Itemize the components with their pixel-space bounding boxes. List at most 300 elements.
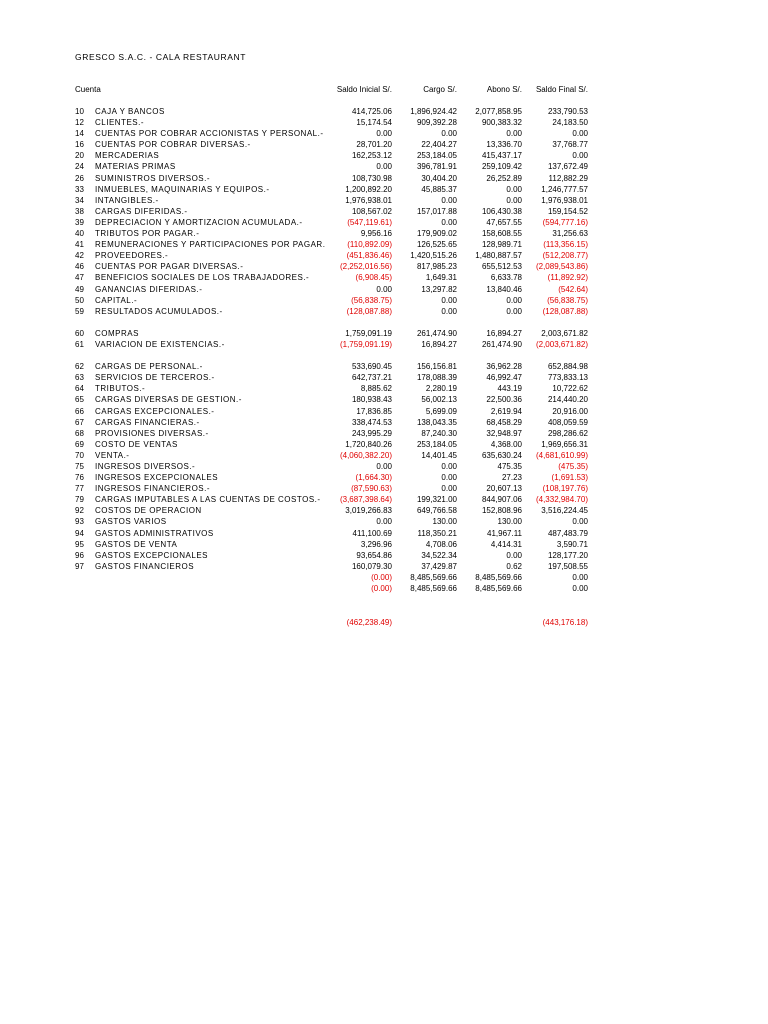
- abono-cell: 4,414.31: [490, 539, 522, 549]
- abono-cell: 41,967.11: [487, 528, 522, 538]
- saldo-final-cell: 0.00: [572, 584, 588, 594]
- abono-cell: 0.00: [506, 306, 522, 316]
- saldo-final-cell: 487,483.79: [547, 528, 588, 538]
- account-code: 39: [75, 217, 84, 227]
- cargo-cell: 87,240.30: [421, 428, 457, 438]
- cargo-cell: 45,885.37: [421, 184, 457, 194]
- table-row: [0, 173, 768, 184]
- account-name: COSTOS DE OPERACION: [95, 506, 202, 516]
- saldo-final-cell: 0.00: [572, 129, 588, 139]
- saldo-inicial-cell: 93,654.86: [356, 550, 392, 560]
- account-name: GASTOS EXCEPCIONALES: [95, 550, 208, 560]
- abono-cell: 1,480,887.57: [475, 251, 522, 261]
- saldo-inicial-cell: 108,567.02: [351, 206, 392, 216]
- abono-cell: 900,383.32: [481, 118, 522, 128]
- account-name: GASTOS ADMINISTRATIVOS: [95, 528, 214, 538]
- account-name: VARIACION DE EXISTENCIAS.-: [95, 339, 225, 349]
- account-code: 67: [75, 417, 84, 427]
- account-name: DEPRECIACION Y AMORTIZACION ACUMULADA.-: [95, 217, 303, 227]
- cargo-cell: 4,708.06: [425, 539, 457, 549]
- saldo-final-cell: 1,969,656.31: [541, 439, 588, 449]
- saldo-final-cell: 37,768.77: [552, 140, 588, 150]
- saldo-final-cell: 24,183.50: [552, 118, 588, 128]
- account-name: PROVISIONES DIVERSAS.-: [95, 428, 209, 438]
- table-row: [0, 161, 768, 172]
- account-code: 10: [75, 107, 84, 116]
- saldo-final-cell: (113,356.15): [543, 240, 588, 250]
- saldo-inicial-cell: 0.00: [376, 517, 392, 527]
- saldo-final-cell: 1,976,938.01: [541, 195, 588, 205]
- account-code: 75: [75, 462, 84, 471]
- account-code: 68: [75, 428, 84, 438]
- saldo-final-cell: 408,059.59: [547, 417, 588, 427]
- saldo-inicial-cell: (0.00): [371, 584, 392, 594]
- account-code: 38: [75, 206, 84, 216]
- abono-cell: 259,109.42: [481, 162, 522, 172]
- account-code: 60: [75, 328, 84, 338]
- abono-cell: 46,992.47: [486, 373, 522, 383]
- saldo-inicial-cell: 180,938.43: [351, 395, 392, 405]
- saldo-inicial-cell: 1,720,840.26: [345, 439, 392, 449]
- account-code: 64: [75, 384, 84, 394]
- abono-cell: 152,808.96: [481, 506, 522, 516]
- abono-cell: 22,500.36: [486, 395, 522, 405]
- header-abono: Abono S/.: [486, 85, 522, 94]
- abono-cell: 27.23: [501, 473, 522, 483]
- abono-cell: 0.00: [506, 195, 522, 205]
- account-code: 47: [75, 273, 84, 283]
- saldo-final-cell: 1,246,777.57: [541, 184, 588, 194]
- account-name: REMUNERACIONES Y PARTICIPACIONES POR PAGAR.: [95, 240, 326, 250]
- abono-cell: 0.00: [506, 184, 522, 194]
- account-name: CARGAS EXCEPCIONALES.-: [95, 406, 215, 416]
- saldo-final-cell: 2,003,671.82: [541, 328, 588, 338]
- account-name: MERCADERIAS: [95, 151, 160, 161]
- cargo-cell: 8,485,569.66: [410, 572, 457, 582]
- account-code: 40: [75, 229, 84, 239]
- saldo-inicial-cell: (2,252,016.56): [339, 262, 392, 272]
- table-row: [0, 428, 768, 439]
- cargo-cell: 396,781.91: [416, 162, 457, 172]
- saldo-inicial-cell: 162,253.12: [351, 151, 392, 161]
- table-row: [0, 450, 768, 461]
- cargo-cell: 2,280.19: [425, 384, 457, 394]
- account-code: 46: [75, 262, 84, 272]
- abono-cell: 106,430.38: [481, 206, 522, 216]
- saldo-final-cell: (2,003,671.82): [535, 339, 588, 349]
- saldo-final-cell: 3,590.71: [556, 539, 588, 549]
- account-name: CUENTAS POR COBRAR DIVERSAS.-: [95, 140, 251, 150]
- saldo-inicial-cell: 533,690.45: [351, 362, 392, 372]
- account-code: 77: [75, 484, 84, 494]
- saldo-final-cell: (4,332,984.70): [535, 495, 588, 505]
- saldo-inicial-cell: 0.00: [376, 284, 392, 294]
- cargo-cell: 138,043.35: [416, 417, 457, 427]
- cargo-cell: 0.00: [441, 462, 457, 471]
- abono-cell: 20,607.13: [486, 484, 522, 494]
- table-row: [0, 184, 768, 195]
- saldo-inicial-cell: 9,956.16: [360, 229, 392, 239]
- cargo-cell: 0.00: [441, 195, 457, 205]
- table-row: [0, 494, 768, 505]
- account-name: SERVICIOS DE TERCEROS.-: [95, 373, 215, 383]
- account-code: 14: [75, 129, 84, 139]
- saldo-inicial-cell: 108,730.98: [351, 173, 392, 183]
- cargo-cell: 37,429.87: [421, 561, 457, 571]
- account-code: 61: [75, 339, 84, 349]
- abono-cell: 655,512.53: [481, 262, 522, 272]
- table-row: [0, 239, 768, 250]
- abono-cell: 844,907.06: [481, 495, 522, 505]
- saldo-inicial-cell: (110,892.09): [347, 240, 392, 250]
- abono-cell: 32,948.97: [486, 428, 522, 438]
- cargo-cell: 13,297.82: [421, 284, 457, 294]
- saldo-inicial-cell: (0.00): [371, 572, 392, 582]
- saldo-final-cell: (512,208.77): [542, 251, 588, 261]
- account-code: 93: [75, 517, 84, 527]
- cargo-cell: 126,525.65: [416, 240, 457, 250]
- saldo-final-cell: 652,884.98: [547, 362, 588, 372]
- table-row: [0, 461, 768, 472]
- saldo-inicial-cell: 28,701.20: [356, 140, 392, 150]
- account-code: 20: [75, 151, 84, 161]
- cargo-cell: 0.00: [441, 306, 457, 316]
- account-name: INGRESOS FINANCIEROS.-: [95, 484, 211, 494]
- saldo-inicial-cell: 0.00: [376, 129, 392, 139]
- account-name: CARGAS FINANCIERAS.-: [95, 417, 200, 427]
- account-name: MATERIAS PRIMAS: [95, 162, 176, 172]
- table-row: [0, 150, 768, 161]
- account-code: 94: [75, 528, 84, 538]
- account-code: 69: [75, 439, 84, 449]
- account-name: TRIBUTOS.-: [95, 384, 146, 394]
- saldo-inicial-cell: 1,200,892.20: [345, 184, 392, 194]
- account-code: 59: [75, 306, 84, 316]
- saldo-final-cell: 31,256.63: [552, 229, 588, 239]
- table-row: [0, 439, 768, 450]
- cargo-cell: 16,894.27: [421, 339, 457, 349]
- account-name: PROVEEDORES.-: [95, 251, 169, 261]
- saldo-inicial-cell: 243,995.29: [351, 428, 392, 438]
- account-code: 50: [75, 295, 84, 305]
- saldo-inicial-cell: 411,100.69: [352, 528, 392, 538]
- account-name: INMUEBLES, MAQUINARIAS Y EQUIPOS.-: [95, 184, 270, 194]
- account-code: 16: [75, 140, 84, 150]
- cargo-cell: 909,392.28: [416, 118, 457, 128]
- company-title: GRESCO S.A.C. - CALA RESTAURANT: [75, 52, 246, 62]
- cargo-cell: 56,002.13: [421, 395, 457, 405]
- cargo-cell: 157,017.88: [416, 206, 457, 216]
- account-table: [0, 106, 768, 594]
- account-name: VENTA.-: [95, 450, 130, 460]
- cargo-cell: 0.00: [441, 484, 457, 494]
- account-code: 41: [75, 240, 84, 250]
- cargo-cell: 253,184.05: [416, 439, 457, 449]
- saldo-final-cell: 214,440.20: [547, 395, 588, 405]
- table-row: [0, 117, 768, 128]
- table-spacer: [0, 317, 768, 328]
- abono-cell: 8,485,569.66: [475, 572, 522, 582]
- total-saldo-final: (443,176.18): [542, 618, 588, 627]
- abono-cell: 415,437.17: [481, 151, 522, 161]
- abono-cell: 6,633.78: [490, 273, 522, 283]
- abono-cell: 36,962.28: [486, 362, 522, 372]
- cargo-cell: 253,184.05: [416, 151, 457, 161]
- saldo-inicial-cell: 1,759,091.19: [345, 328, 392, 338]
- cargo-cell: 649,766.58: [416, 506, 457, 516]
- table-row: [0, 528, 768, 539]
- table-row: [0, 106, 768, 117]
- cargo-cell: 8,485,569.66: [410, 584, 457, 594]
- account-name: CUENTAS POR PAGAR DIVERSAS.-: [95, 262, 244, 272]
- account-code: 34: [75, 195, 84, 205]
- table-row: [0, 417, 768, 428]
- table-row: [0, 195, 768, 206]
- saldo-final-cell: (11,892.92): [547, 273, 588, 283]
- account-name: CUENTAS POR COBRAR ACCIONISTAS Y PERSONAL.-: [95, 129, 324, 139]
- saldo-inicial-cell: 3,296.96: [360, 539, 392, 549]
- cargo-cell: 0.00: [441, 295, 457, 305]
- account-name: GANANCIAS DIFERIDAS.-: [95, 284, 203, 294]
- abono-cell: 0.62: [506, 561, 522, 571]
- cargo-cell: 30,404.20: [421, 173, 457, 183]
- saldo-final-cell: (2,089,543.86): [535, 262, 588, 272]
- cargo-cell: 199,321.00: [416, 495, 457, 505]
- table-row: [0, 583, 768, 594]
- saldo-final-cell: (594,777.16): [542, 217, 588, 227]
- account-code: 26: [75, 173, 84, 183]
- abono-cell: 635,630.24: [481, 450, 522, 460]
- account-name: INTANGIBLES.-: [95, 195, 159, 205]
- abono-cell: 13,840.46: [486, 284, 522, 294]
- table-row: [0, 284, 768, 295]
- table-row: [0, 483, 768, 494]
- account-name: CAJA Y BANCOS: [95, 107, 165, 116]
- cargo-cell: 1,896,924.42: [410, 107, 457, 116]
- account-name: GASTOS DE VENTA: [95, 539, 178, 549]
- account-name: BENEFICIOS SOCIALES DE LOS TRABAJADORES.-: [95, 273, 310, 283]
- total-saldo-inicial: (462,238.49): [346, 618, 392, 627]
- account-code: 24: [75, 162, 84, 172]
- account-code: 96: [75, 550, 84, 560]
- abono-cell: 4,368.00: [490, 439, 522, 449]
- saldo-inicial-cell: (1,664.30): [355, 473, 392, 483]
- header-cargo: Cargo S/.: [423, 85, 457, 94]
- account-code: 79: [75, 495, 84, 505]
- saldo-final-cell: 10,722.62: [552, 384, 588, 394]
- table-spacer: [0, 350, 768, 361]
- saldo-final-cell: 773,833.13: [547, 373, 588, 383]
- account-code: 12: [75, 118, 84, 128]
- header-saldo-inicial: Saldo Inicial S/.: [336, 85, 392, 94]
- saldo-final-cell: (4,681,610.99): [535, 450, 588, 460]
- abono-cell: 16,894.27: [486, 328, 522, 338]
- table-row: [0, 383, 768, 394]
- account-name: CLIENTES.-: [95, 118, 145, 128]
- saldo-inicial-cell: (3,687,398.64): [339, 495, 392, 505]
- abono-cell: 8,485,569.66: [475, 584, 522, 594]
- abono-cell: 261,474.90: [481, 339, 522, 349]
- table-row: [0, 406, 768, 417]
- table-row: [0, 295, 768, 306]
- saldo-inicial-cell: 15,174.54: [356, 118, 392, 128]
- cargo-cell: 118,350.21: [417, 528, 457, 538]
- abono-cell: 158,608.55: [481, 229, 522, 239]
- saldo-inicial-cell: 1,976,938.01: [345, 195, 392, 205]
- abono-cell: 475.35: [497, 462, 522, 471]
- account-name: CARGAS DE PERSONAL.-: [95, 362, 203, 372]
- table-row: [0, 339, 768, 350]
- table-row: [0, 128, 768, 139]
- table-row: [0, 361, 768, 372]
- account-code: 70: [75, 450, 84, 460]
- saldo-final-cell: (542.64): [558, 284, 588, 294]
- table-row: [0, 505, 768, 516]
- cargo-cell: 5,699.09: [425, 406, 457, 416]
- saldo-inicial-cell: (56,838.75): [351, 295, 392, 305]
- saldo-final-cell: 159,154.52: [547, 206, 588, 216]
- saldo-final-cell: (1,691.53): [551, 473, 588, 483]
- saldo-inicial-cell: (4,060,382.20): [339, 450, 392, 460]
- saldo-inicial-cell: (547,119.61): [347, 217, 392, 227]
- cargo-cell: 817,985.23: [416, 262, 457, 272]
- saldo-final-cell: 233,790.53: [547, 107, 588, 116]
- table-row: [0, 561, 768, 572]
- saldo-inicial-cell: 338,474.53: [351, 417, 392, 427]
- saldo-inicial-cell: 0.00: [376, 162, 392, 172]
- table-row: [0, 272, 768, 283]
- saldo-final-cell: (128,087.88): [542, 306, 588, 316]
- saldo-final-cell: 128,177.20: [547, 550, 588, 560]
- saldo-inicial-cell: (87,590.63): [351, 484, 392, 494]
- account-name: INGRESOS DIVERSOS.-: [95, 462, 196, 471]
- cargo-cell: 261,474.90: [416, 328, 457, 338]
- abono-cell: 2,077,858.95: [475, 107, 522, 116]
- saldo-inicial-cell: (128,087.88): [346, 306, 392, 316]
- saldo-final-cell: 0.00: [572, 517, 588, 527]
- header-cuenta: Cuenta: [75, 85, 101, 94]
- saldo-final-cell: 0.00: [572, 572, 588, 582]
- table-row: [0, 472, 768, 483]
- account-name: TRIBUTOS POR PAGAR.-: [95, 229, 200, 239]
- saldo-inicial-cell: (6,908.45): [355, 273, 392, 283]
- account-code: 62: [75, 362, 84, 372]
- table-row: [0, 217, 768, 228]
- abono-cell: 128,989.71: [481, 240, 522, 250]
- account-name: CARGAS DIFERIDAS.-: [95, 206, 188, 216]
- saldo-inicial-cell: 3,019,266.83: [345, 506, 392, 516]
- saldo-inicial-cell: (451,836.46): [346, 251, 392, 261]
- abono-cell: 0.00: [506, 550, 522, 560]
- cargo-cell: 179,909.02: [416, 229, 457, 239]
- table-row: [0, 139, 768, 150]
- cargo-cell: 22,404.27: [421, 140, 457, 150]
- account-name: CARGAS IMPUTABLES A LAS CUENTAS DE COSTOS.-: [95, 495, 321, 505]
- account-name: COSTO DE VENTAS: [95, 439, 178, 449]
- account-name: RESULTADOS ACUMULADOS.-: [95, 306, 223, 316]
- table-row: [0, 394, 768, 405]
- saldo-inicial-cell: 0.00: [376, 462, 392, 471]
- cargo-cell: 1,420,515.26: [410, 251, 457, 261]
- table-row: [0, 550, 768, 561]
- cargo-cell: 0.00: [441, 129, 457, 139]
- table-row: [0, 206, 768, 217]
- saldo-inicial-cell: 414,725.06: [351, 107, 392, 116]
- account-name: GASTOS VARIOS: [95, 517, 167, 527]
- saldo-final-cell: 112,882.29: [548, 173, 588, 183]
- table-row: [0, 228, 768, 239]
- abono-cell: 0.00: [506, 295, 522, 305]
- account-name: GASTOS FINANCIEROS: [95, 561, 195, 571]
- table-row: [0, 328, 768, 339]
- abono-cell: 130.00: [497, 517, 522, 527]
- saldo-inicial-cell: 642,737.21: [351, 373, 392, 383]
- abono-cell: 26,252.89: [486, 173, 522, 183]
- table-row: [0, 250, 768, 261]
- saldo-final-cell: (56,838.75): [547, 295, 588, 305]
- saldo-final-cell: 197,508.55: [547, 561, 588, 571]
- abono-cell: 443.19: [497, 384, 522, 394]
- table-row: [0, 516, 768, 527]
- abono-cell: 47,657.55: [486, 217, 522, 227]
- saldo-inicial-cell: 8,885.62: [360, 384, 392, 394]
- table-row: [0, 261, 768, 272]
- saldo-final-cell: 20,916.00: [552, 406, 588, 416]
- saldo-final-cell: 298,286.62: [547, 428, 588, 438]
- cargo-cell: 130.00: [432, 517, 457, 527]
- saldo-inicial-cell: (1,759,091.19): [339, 339, 392, 349]
- saldo-final-cell: 0.00: [572, 151, 588, 161]
- table-row: [0, 306, 768, 317]
- cargo-cell: 0.00: [441, 217, 457, 227]
- account-code: 63: [75, 373, 84, 383]
- header-saldo-final: Saldo Final S/.: [535, 85, 588, 94]
- abono-cell: 13,336.70: [486, 140, 522, 150]
- account-name: CAPITAL.-: [95, 295, 138, 305]
- cargo-cell: 178,088.39: [416, 373, 457, 383]
- account-name: INGRESOS EXCEPCIONALES: [95, 473, 219, 483]
- account-code: 97: [75, 561, 84, 571]
- cargo-cell: 0.00: [441, 473, 457, 483]
- table-row: [0, 372, 768, 383]
- account-code: 33: [75, 184, 84, 194]
- account-code: 92: [75, 506, 84, 516]
- cargo-cell: 156,156.81: [416, 362, 457, 372]
- account-code: 76: [75, 473, 84, 483]
- table-row: [0, 539, 768, 550]
- account-code: 42: [75, 251, 84, 261]
- account-name: CARGAS DIVERSAS DE GESTION.-: [95, 395, 242, 405]
- abono-cell: 2,619.94: [490, 406, 522, 416]
- account-name: SUMINISTROS DIVERSOS.-: [95, 173, 211, 183]
- saldo-inicial-cell: 17,836.85: [356, 406, 392, 416]
- account-code: 95: [75, 539, 84, 549]
- saldo-final-cell: (108,197.76): [542, 484, 588, 494]
- saldo-inicial-cell: 160,079.30: [351, 561, 392, 571]
- cargo-cell: 1,649.31: [425, 273, 457, 283]
- saldo-final-cell: 137,672.49: [547, 162, 588, 172]
- abono-cell: 68,458.29: [486, 417, 522, 427]
- account-code: 65: [75, 395, 84, 405]
- account-name: COMPRAS: [95, 328, 139, 338]
- account-code: 66: [75, 406, 84, 416]
- cargo-cell: 14,401.45: [421, 450, 457, 460]
- saldo-final-cell: 3,516,224.45: [541, 506, 588, 516]
- abono-cell: 0.00: [506, 129, 522, 139]
- cargo-cell: 34,522.34: [421, 550, 457, 560]
- table-row: [0, 572, 768, 583]
- account-code: 49: [75, 284, 84, 294]
